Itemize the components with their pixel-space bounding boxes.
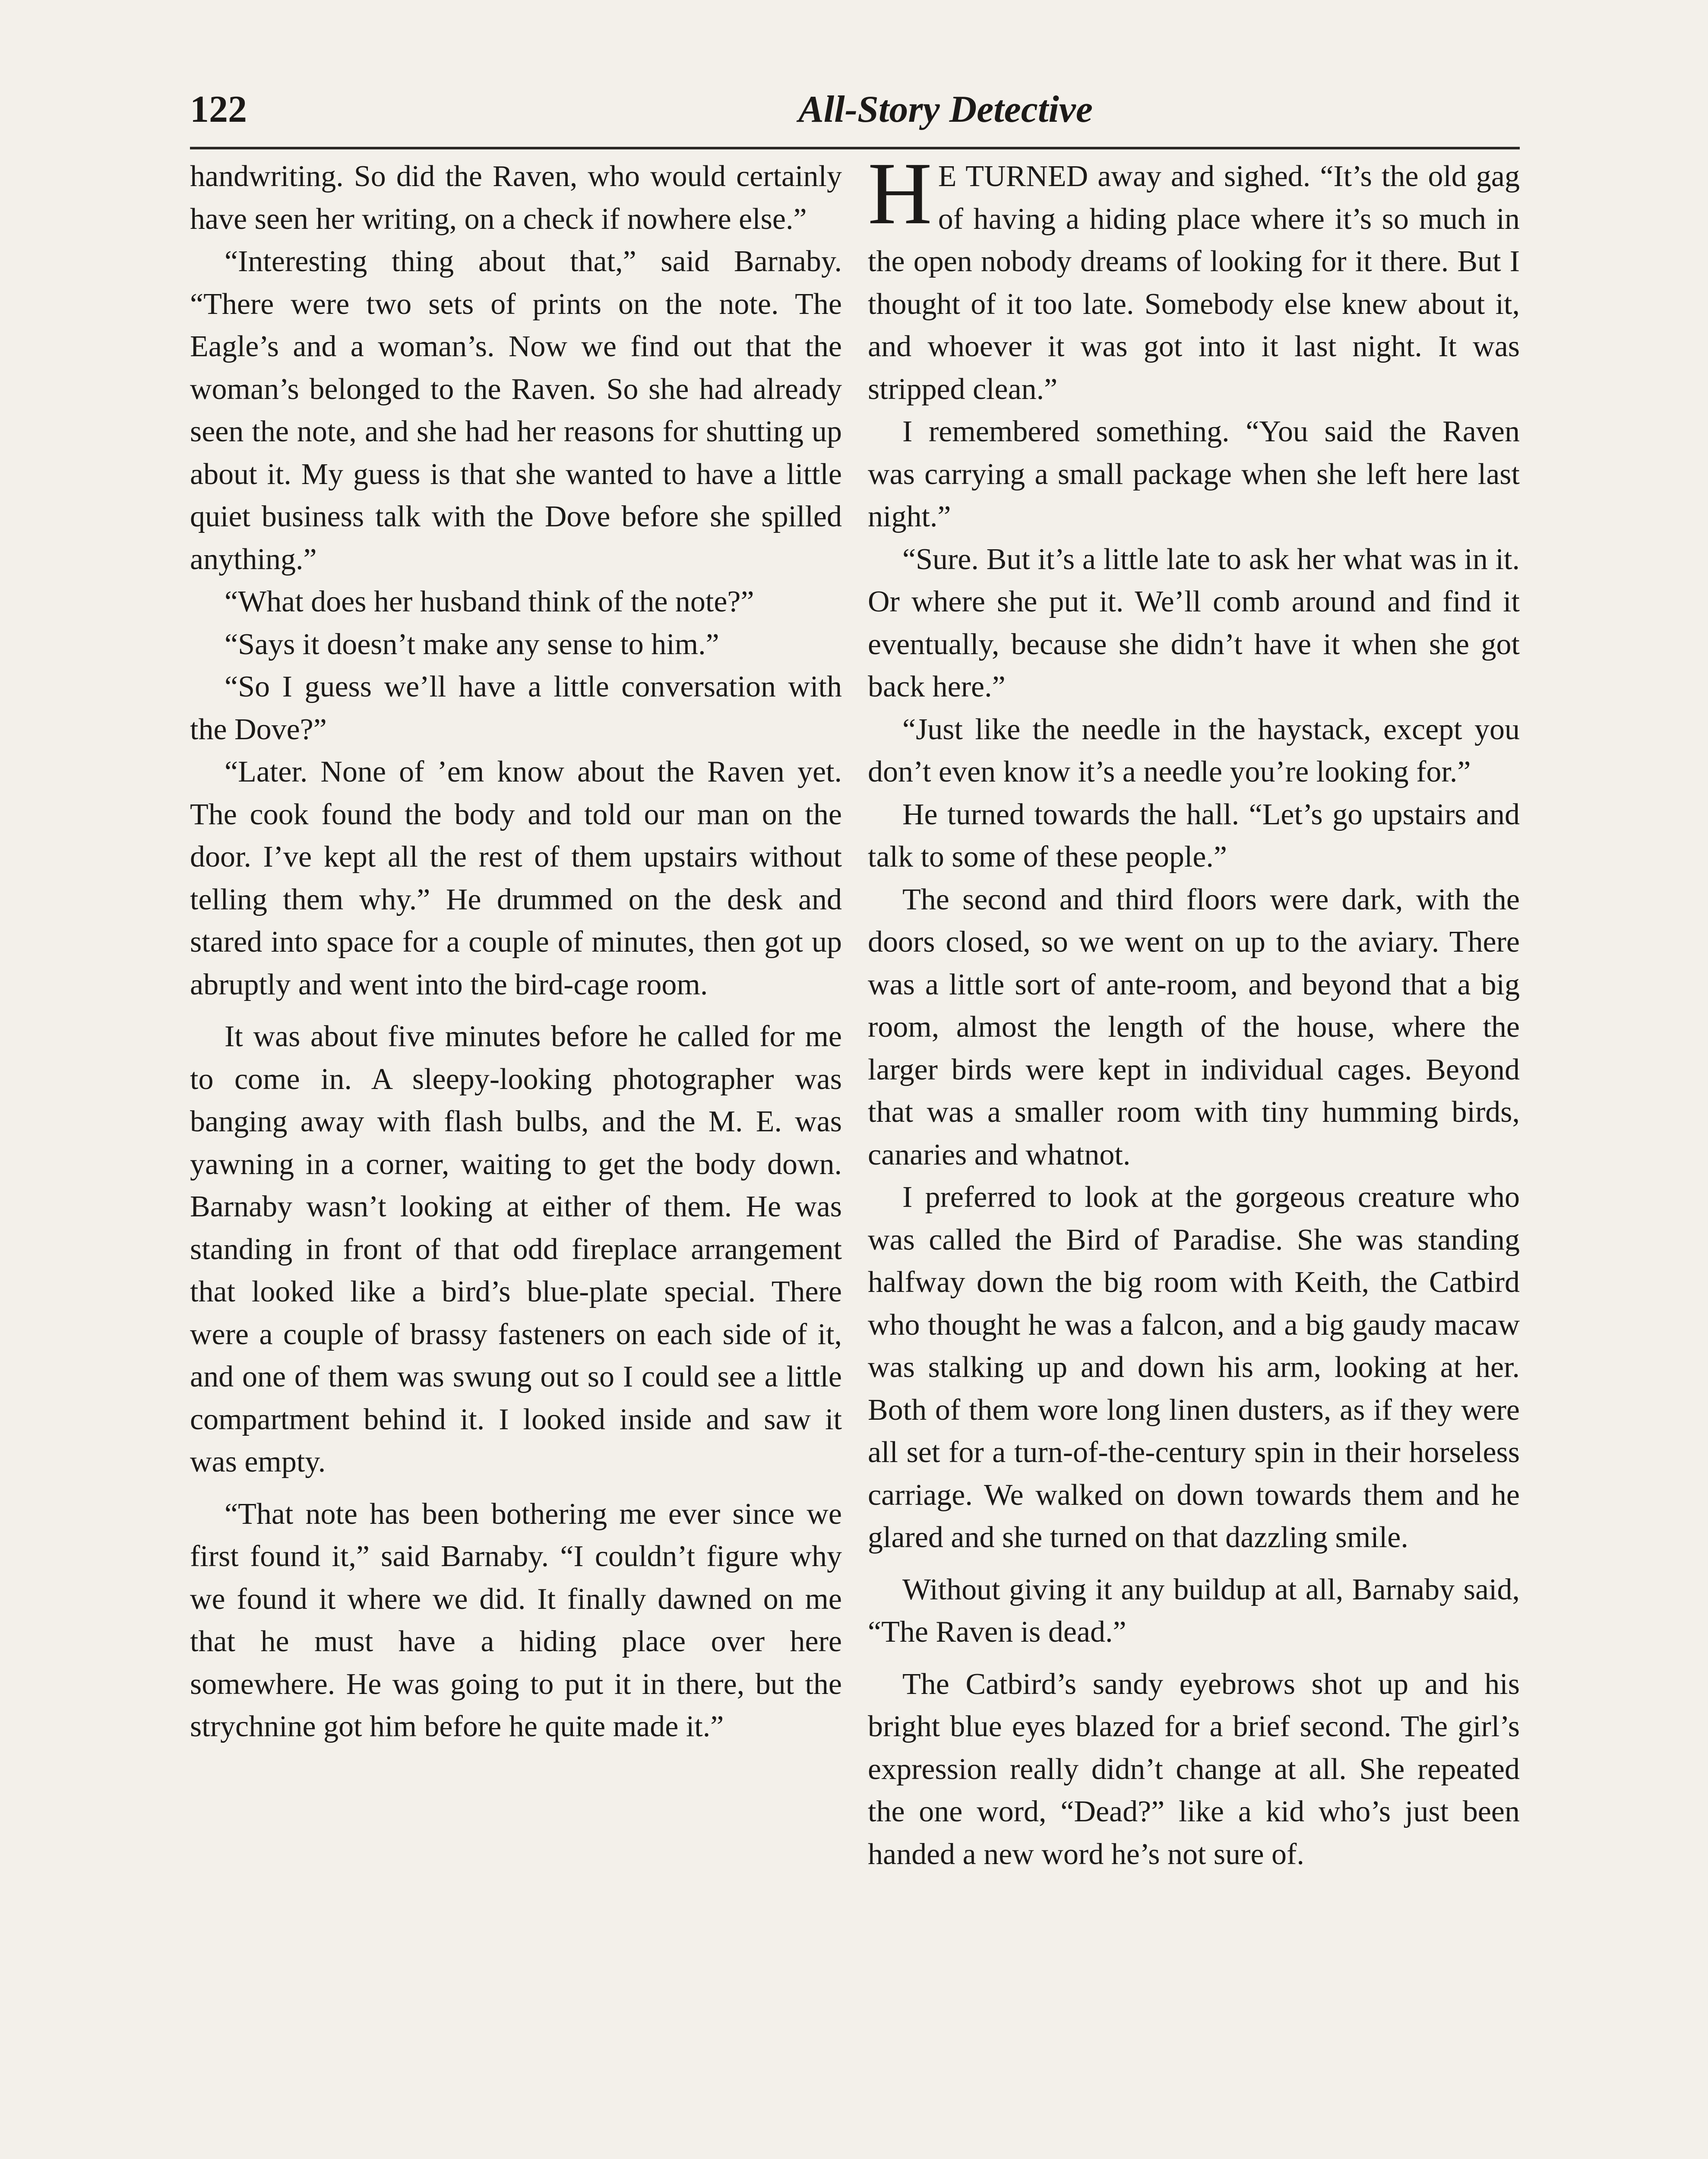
paragraph: Without giving it any buildup at all, Barnaby said, “The Raven is dead.”: [868, 1573, 1520, 1649]
opening-paragraph-text: E TURNED away and sighed. “It’s the old gag of having a hiding place where it’s so much in the open nobody dreams of looking for it there. But I thought of it too late. Somebody else knew about it, and whoever it was got into it last night. It was stripped clean.”: [868, 160, 1520, 406]
paragraph: “Just like the needle in the haystack, except you don’t even know it’s a needle you’re looking for.”: [868, 712, 1520, 788]
paragraph: handwriting. So did the Raven, who would certainly have seen her writing, on a check if nowhere else.”: [190, 160, 842, 236]
paragraph: “So I guess we’ll have a little conversation with the Dove?”: [190, 670, 842, 746]
paragraph: The second and third floors were dark, with the doors closed, so we went on up to the aviary. There was a little sort of ante-room, and beyond that a big room, almost the length of the house, where the larger birds were kept in individual cages. Beyond that was a smaller room with tiny humming birds, canaries and whatnot.: [868, 883, 1520, 1171]
opening-paragraph: [868, 144, 1520, 411]
paragraph: I preferred to look at the gorgeous creature who was called the Bird of Paradise. She was standing halfway down the big room with Keith, the Catbird who thought he was a falcon, and a big gaudy macaw was stalking up and down his arm, looking at her. Both of them wore long linen dusters, as if they were all set for a turn-of-the-century spin in their horseless carriage. We walked on down towards them and he glared and she turned on that dazzling smile.: [868, 1181, 1520, 1554]
paragraph: I remembered something. “You said the Raven was carrying a small package when she left here last night.”: [868, 415, 1520, 533]
paragraph: It was about five minutes before he called for me to come in. A sleepy-looking photographer was banging away with flash bulbs, and the M. E. was yawning in a corner, waiting to get the body down. Barnaby wasn’t looking at either of them. He was standing in front of that odd fireplace arrangement that looked like a bird’s blue-plate special. There were a couple of brassy fasteners on each side of it, and one of them was swung out so I could see a little compartment behind it. I looked inside and saw it was empty.: [190, 1020, 842, 1478]
left-column: [190, 155, 842, 2159]
right-column: [868, 144, 1520, 2159]
drop-cap: H: [868, 144, 932, 243]
paragraph: “Later. None of ’em know about the Raven yet. The cook found the body and told our man on the door. I’ve kept all the rest of them upstairs without telling them why.” He drummed on the desk and stared into space for a couple of minutes, then got up abruptly and went into the bird-cage room.: [190, 755, 842, 1001]
running-title: All-Story Detective: [798, 89, 1093, 130]
paragraph: “What does her husband think of the note?”: [225, 585, 754, 618]
paragraph: The Catbird’s sandy eyebrows shot up and his bright blue eyes blazed for a brief second. The girl’s expression really didn’t change at all. She repeated the one word, “Dead?” like a kid who’s just been handed a new word he’s not sure of.: [868, 1667, 1520, 1871]
paragraph: “Says it doesn’t make any sense to him.”: [225, 627, 719, 661]
paragraph: “Sure. But it’s a little late to ask her what was in it. Or where she put it. We’ll comb around and find it eventually, because she didn’t have it when she got back here.”: [868, 542, 1520, 703]
page-header: [190, 82, 1520, 149]
page-number: 122: [190, 89, 247, 130]
paragraph: “Interesting thing about that,” said Barnaby. “There were two sets of prints on the note. The Eagle’s and a woman’s. Now we find out that the woman’s belonged to the Raven. So she had already seen the note, and she had her reasons for shutting up about it. My guess is that she wanted to have a little quiet business talk with the Dove before she spilled anything.”: [190, 245, 842, 576]
paragraph: “That note has been bothering me ever since we first found it,” said Barnaby. “I couldn’t figure why we found it where we did. It finally dawned on me that he must have a hiding place over here somewhere. He was going to put it in there, but the strychnine got him before he quite made it.”: [190, 1497, 842, 1743]
paragraph: He turned towards the hall. “Let’s go upstairs and talk to some of these people.”: [868, 798, 1520, 874]
